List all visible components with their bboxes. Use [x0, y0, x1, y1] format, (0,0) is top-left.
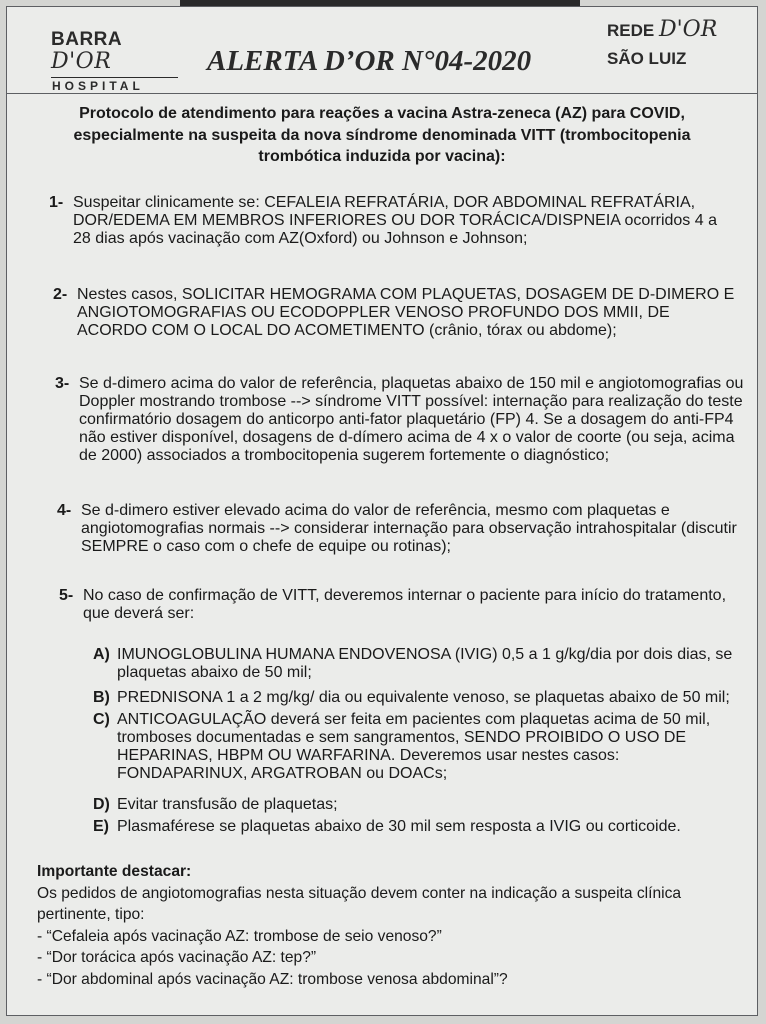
- treatment-text: Evitar transfusão de plaquetas;: [117, 796, 338, 813]
- treatment-item-c: [93, 711, 753, 783]
- protocol-content: [7, 99, 757, 168]
- protocol-item-5: [59, 587, 749, 623]
- treatment-text: ANTICOAGULAÇÃO deverá ser feita em pacientes com plaquetas acima de 50 mil, tromboses documentadas e sem sangramentos, SENDO PROIBIDO O USO DE HEPARINAS, HBPM OU WARFARINA. Deveremos usar nestes casos: FONDAPARINUX, ARGATROBAN ou DOACs;: [117, 711, 711, 782]
- logo-brand-text: BARRA: [51, 29, 122, 50]
- treatment-label: B): [93, 689, 110, 706]
- example-line: - “Cefaleia após vacinação AZ: trombose de seio venoso?”: [37, 927, 442, 945]
- item-number: 5-: [59, 587, 74, 604]
- item-text: Se d-dimero acima do valor de referência, plaquetas abaixo de 150 mil e angiotomografias ou Doppler mostrando trombose --> síndrome VITT possível: internação para realização do teste confirmatório dosagem do anticorpo anti-fator plaquetário (FP) 4. Se a dosagem do anti-FP4 não estiver disponível, dosagens de d-dímero acima de 4 x o valor de coorte (ou seja, acima de 2000) associados a trombocitopenia sugerem fortemente o diagnóstico;: [79, 375, 744, 464]
- treatment-text: IMUNOGLOBULINA HUMANA ENDOVENOSA (IVIG) 0,5 a 1 g/kg/dia por dois dias, se plaquetas abaixo de 50 mil;: [117, 646, 733, 681]
- treatment-label: E): [93, 818, 109, 835]
- item-number: 4-: [57, 502, 72, 519]
- treatment-item-a: [93, 646, 733, 682]
- logo-brand: [51, 29, 181, 74]
- protocol-item-3: [55, 375, 745, 465]
- alert-title: ALERTA D’OR N°04-2020: [207, 45, 532, 77]
- treatment-label: D): [93, 796, 110, 813]
- item-text: No caso de confirmação de VITT, deveremos internar o paciente para início do tratamento, que deverá ser:: [83, 587, 727, 622]
- rede-dor-sao-luiz-logo: [607, 19, 727, 70]
- item-number: 2-: [53, 286, 68, 303]
- treatment-text: Plasmaférese se plaquetas abaixo de 30 mil sem resposta a IVIG ou corticoide.: [117, 818, 681, 835]
- protocol-item-4: [57, 502, 747, 556]
- protocol-intro: Protocolo de atendimento para reações a vacina Astra-zeneca (AZ) para COVID, especialmente na suspeita da nova síndrome denominada VITT (trombocitopenia trombótica induzida por vacina):: [73, 105, 691, 165]
- treatment-item-b: [93, 689, 733, 707]
- notice-sheet: [6, 6, 758, 1016]
- treatment-item-e: [93, 818, 733, 836]
- example-line: - “Dor abdominal após vacinação AZ: trombose venosa abdominal”?: [37, 970, 508, 988]
- treatment-text: PREDNISONA 1 a 2 mg/kg/ dia ou equivalente venoso, se plaquetas abaixo de 50 mil;: [117, 689, 730, 706]
- item-text: Suspeitar clinicamente se: CEFALEIA REFRATÁRIA, DOR ABDOMINAL REFRATÁRIA, DOR/EDEMA EM MEMBROS INFERIORES OU DOR TORÁCICA/DISPNEIA ocorridos 4 a 28 dias após vacinação com AZ(Oxford) ou Johnson e Johnson;: [73, 194, 717, 247]
- item-text: Se d-dimero estiver elevado acima do valor de referência, mesmo com plaquetas e angiotomografias normais --> considerar internação para observação intrahospitalar (discutir SEMPRE o caso com o chefe de equipe ou rotinas);: [81, 502, 737, 555]
- example-line: - “Dor torácica após vacinação AZ: tep?”: [37, 949, 317, 966]
- logo-brand-script: D'OR: [51, 49, 112, 74]
- item-number: 1-: [49, 194, 64, 211]
- header-divider: [7, 93, 757, 94]
- protocol-item-2: [53, 286, 743, 340]
- treatment-item-d: [93, 796, 733, 814]
- sao-luiz-line: SÃO LUIZ: [607, 49, 687, 68]
- rede-dor-line: [607, 19, 727, 42]
- treatment-label: C): [93, 711, 110, 728]
- logo-sub: HOSPITAL: [51, 77, 178, 94]
- protocol-item-1: [49, 194, 739, 248]
- important-note: [37, 861, 737, 990]
- important-heading: Importante destacar:: [37, 863, 192, 880]
- item-text: Nestes casos, SOLICITAR HEMOGRAMA COM PLAQUETAS, DOSAGEM DE D-DIMERO E ANGIOTOMOGRAFIAS OU ECODOPPLER VENOSO PROFUNDO DOS MMII, DE ACORDO COM O LOCAL DO ACOMETIMENTO (crânio, tórax ou abdome);: [77, 286, 735, 339]
- barra-dor-hospital-logo: [51, 29, 181, 94]
- dor-script-text: D'OR: [658, 17, 718, 42]
- rede-text: REDE: [607, 21, 655, 40]
- important-text: Os pedidos de angiotomografias nesta situação devem conter na indicação a suspeita clínica pertinente, tipo:: [37, 884, 682, 923]
- item-number: 3-: [55, 375, 70, 392]
- treatment-label: A): [93, 646, 110, 663]
